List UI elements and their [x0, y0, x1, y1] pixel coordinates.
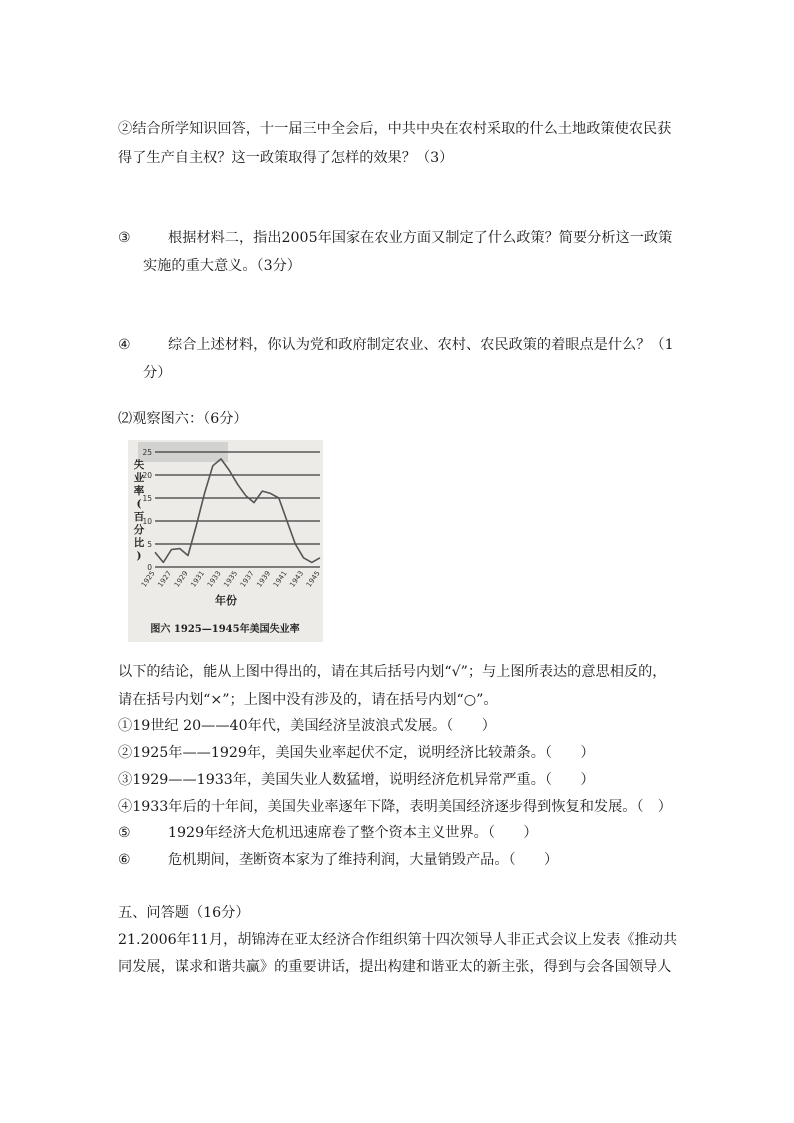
question-21-line2: 同发展，谋求和谐共赢》的重要讲话，提出构建和谐亚太的新主张，得到与会各国领导人 [118, 959, 672, 975]
figure-6 [128, 440, 323, 642]
unemployment-chart [128, 440, 323, 642]
question-3-line1: 根据材料二，指出2005年国家在农业方面又制定了什么政策？简要分析这一政策 [168, 230, 673, 246]
question-3-line2: 实施的重大意义。（3分） [143, 258, 301, 274]
chart-title: 图六 1925—1945年美国失业率 [150, 624, 300, 635]
chart-labels [133, 458, 300, 635]
y-tick-label: 5 [147, 540, 152, 549]
instruction-line2: 请在括号内划“×”；上图中没有涉及的，请在括号内划“○”。 [118, 692, 498, 708]
x-tick-label: 1941 [271, 569, 289, 589]
y-tick-label: 15 [142, 494, 152, 503]
statement-1: ①19世纪 20——40年代，美国经济呈波浪式发展。（ ） [118, 718, 496, 734]
part-2-heading: ⑵观察图六：（6分） [118, 411, 248, 427]
x-tick-labels [140, 570, 322, 589]
x-tick-label: 1927 [156, 569, 174, 589]
statement-6-marker: ⑥ [118, 852, 131, 868]
x-tick-label: 1929 [172, 569, 190, 589]
question-2-line2: 得了生产自主权？这一政策取得了怎样的效果？（3） [118, 150, 454, 166]
statement-5-marker: ⑤ [118, 825, 131, 841]
question-3-marker: ③ [118, 230, 131, 246]
section-5-heading: 五、问答题（16分） [118, 905, 250, 921]
y-tick-label: 0 [147, 563, 152, 572]
chart-grid [155, 452, 320, 567]
x-tick-label: 1939 [255, 569, 273, 589]
statement-2: ②1925年——1929年，美国失业率起伏不定，说明经济比较萧条。（ ） [118, 745, 595, 761]
y-tick-label: 25 [142, 448, 152, 457]
y-axis-label: 失业率(百分比) [133, 459, 145, 562]
question-21-line1: 21.2006年11月，胡锦涛在亚太经济合作组织第十四次领导人非正式会议上发表《推动共 [118, 932, 678, 948]
question-4-line2: 分） [143, 365, 172, 381]
question-4-line1: 综合上述材料，你认为党和政府制定农业、农村、农民政策的着眼点是什么？（1 [168, 337, 674, 353]
statement-3: ③1929——1933年，美国失业人数猛增，说明经济危机异常严重。（ ） [118, 772, 595, 788]
x-axis-label: 年份 [215, 594, 237, 607]
x-tick-label: 1925 [139, 569, 157, 589]
x-tick-label: 1931 [189, 569, 207, 589]
x-tick-label: 1945 [304, 569, 322, 589]
question-4-marker: ④ [118, 337, 131, 353]
x-tick-label: 1943 [288, 569, 306, 589]
x-tick-label: 1935 [222, 569, 240, 589]
x-tick-label: 1937 [238, 569, 256, 589]
y-tick-label: 20 [142, 471, 152, 480]
y-tick-label: 10 [142, 517, 152, 526]
statement-5-text: 1929年经济大危机迅速席卷了整个资本主义世界。（ ） [168, 825, 538, 841]
x-tick-label: 1933 [205, 569, 223, 589]
statement-6-text: 危机期间，垄断资本家为了维持利润，大量销毁产品。（ ） [168, 852, 559, 868]
question-2-line1: ②结合所学知识回答，十一届三中全会后，中共中央在农村采取的什么土地政策使农民获 [118, 121, 672, 137]
instruction-line1: 以下的结论，能从上图中得出的，请在其后括号内划“√”；与上图所表达的意思相反的， [118, 664, 667, 680]
statement-4: ④1933年后的十年间，美国失业率逐年下降，表明美国经济逐步得到恢复和发展。（ ） [118, 799, 672, 815]
